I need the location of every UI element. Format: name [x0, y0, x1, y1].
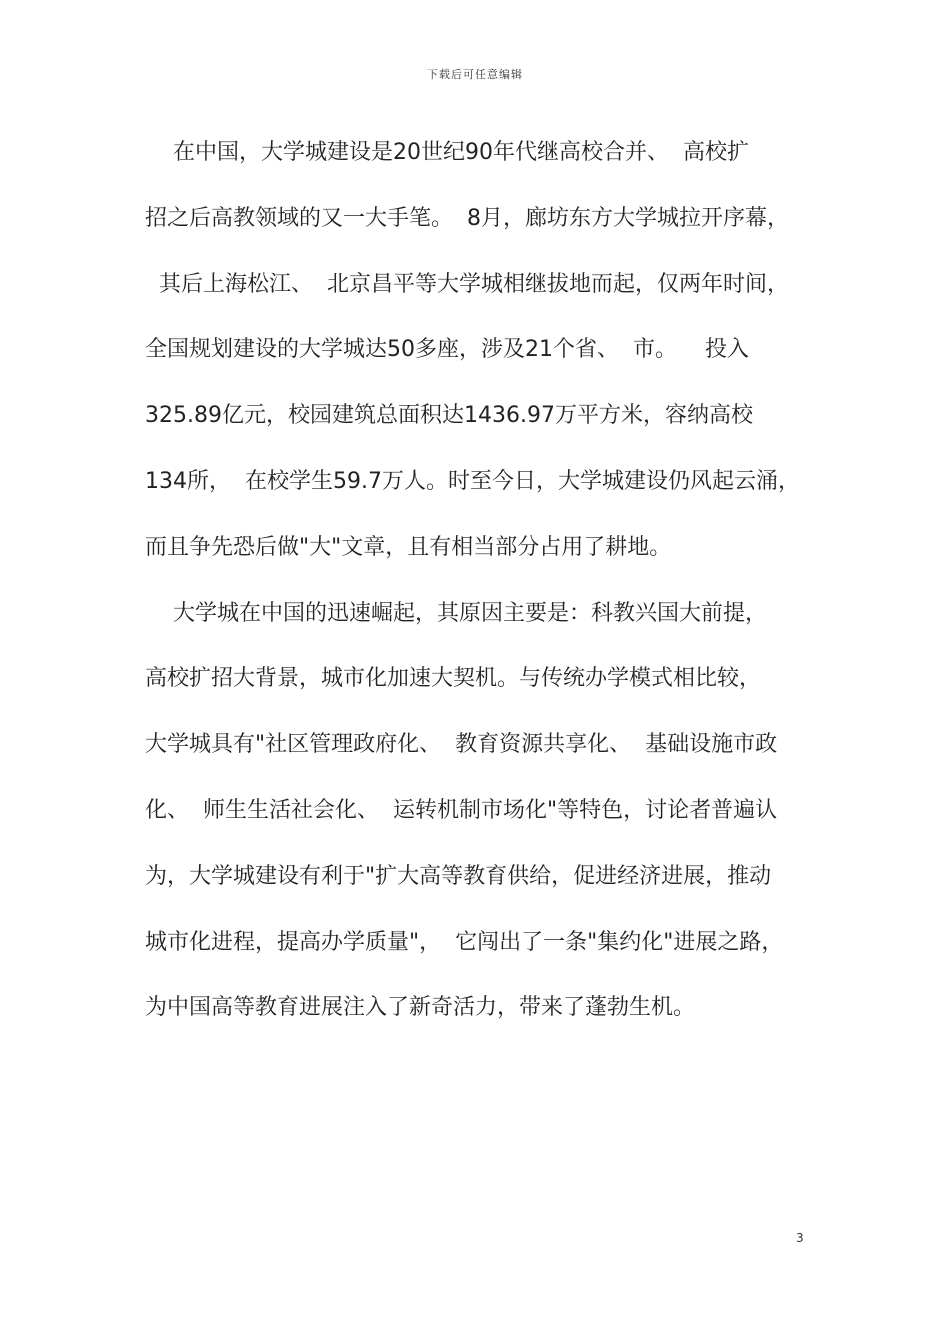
text-line: 大学城在中国的迅速崛起，其原因主要是：科教兴国大前提， — [145, 600, 767, 626]
text-line: 大学城具有"社区管理政府化、 教育资源共享化、 基础设施市政 — [145, 732, 778, 758]
text-line: 城市化进程，提高办学质量"， 它闯出了一条"集约化"进展之路， — [145, 929, 784, 955]
page-header: 下载后可任意编辑 — [427, 68, 523, 81]
text-line: 全国规划建设的大学城达50多座，涉及21个省、 市。 投入 — [145, 337, 749, 363]
text-line: 为，大学城建设有利于"扩大高等教育供给，促进经济进展，推动 — [145, 863, 772, 889]
text-line: 为中国高等教育进展注入了新奇活力，带来了蓬勃生机。 — [145, 995, 696, 1021]
text-line: 134所， 在校学生59.7万人。时至今日，大学城建设仍风起云涌， — [145, 468, 800, 494]
text-line: 其后上海松江、 北京昌平等大学城相继拔地而起，仅两年时间， — [145, 271, 789, 297]
text-line: 化、 师生生活社会化、 运转机制市场化"等特色，讨论者普遍认 — [145, 797, 778, 823]
text-line: 325.89亿元，校园建筑总面积达1436.97万平方米，容纳高校 — [145, 403, 753, 429]
document-body — [145, 120, 805, 1041]
text-line: 招之后高教领域的又一大手笔。 8月，廊坊东方大学城拉开序幕， — [145, 205, 789, 231]
page-number: 3 — [796, 1231, 804, 1245]
text-line: 在中国，大学城建设是20世纪90年代继高校合并、 高校扩 — [145, 140, 749, 165]
text-line: 而且争先恐后做"大"文章，且有相当部分占用了耕地。 — [145, 534, 672, 560]
text-line: 高校扩招大背景，城市化加速大契机。与传统办学模式相比较， — [145, 666, 762, 692]
